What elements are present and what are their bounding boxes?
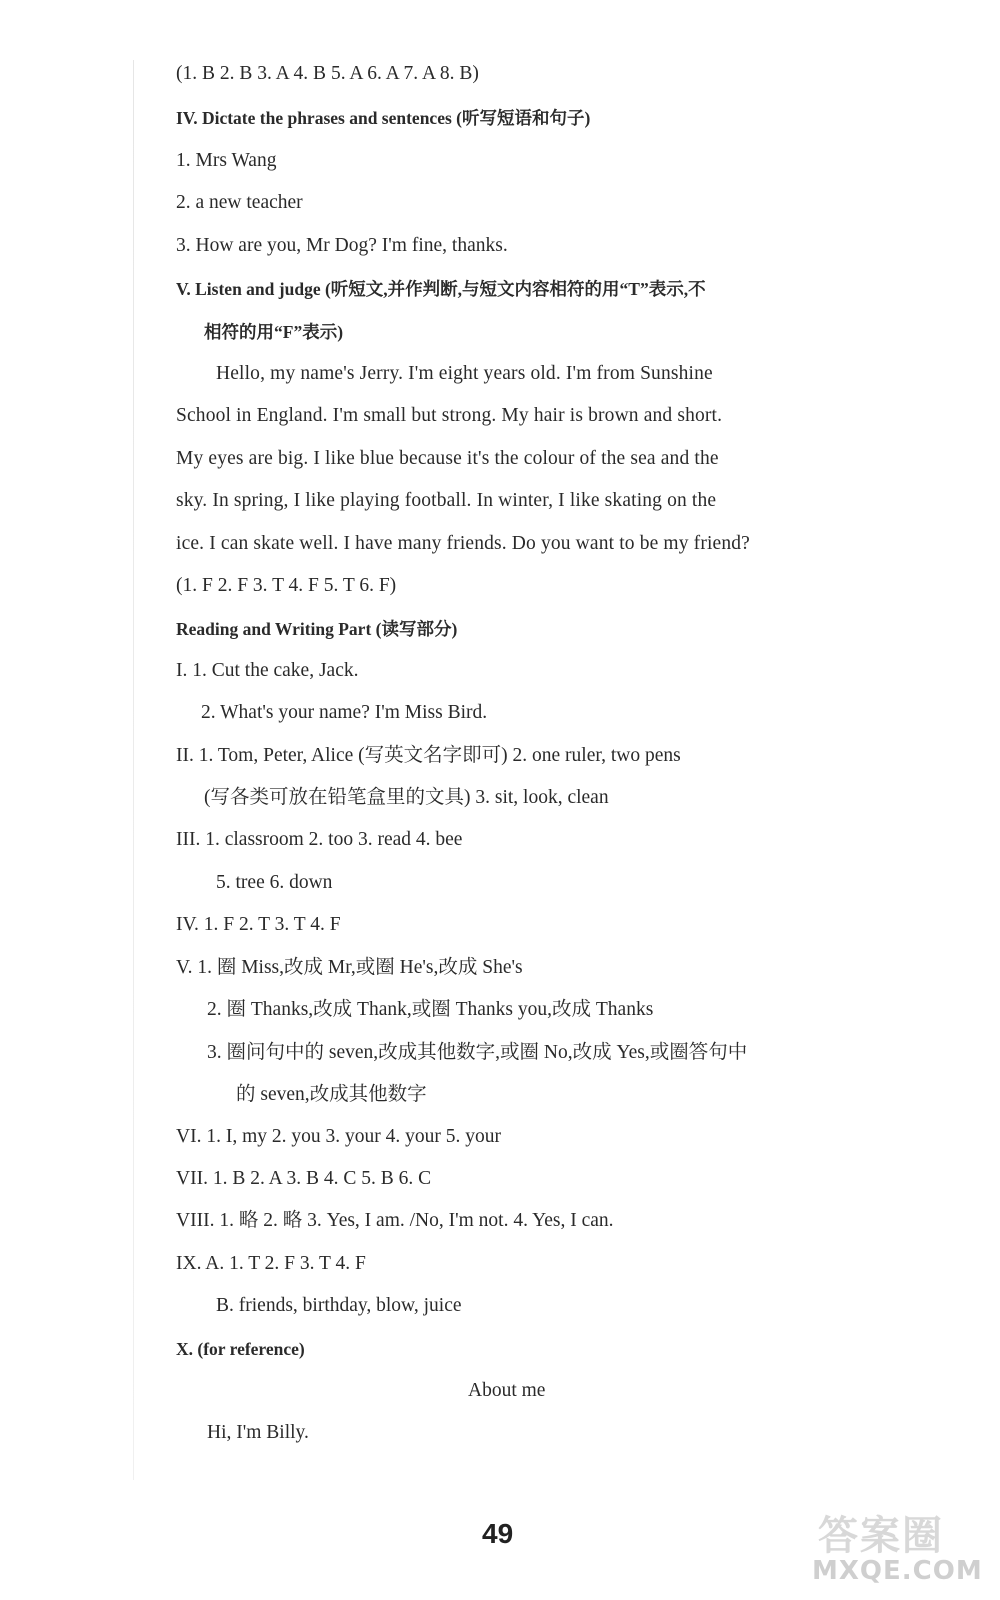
passage-line: ice. I can skate well. I have many friends. Do you want to be my friend? bbox=[176, 533, 750, 554]
dictation-item-2: 2. a new teacher bbox=[176, 192, 303, 213]
rw-answer-iv: IV. 1. F 2. T 3. T 4. F bbox=[176, 914, 341, 935]
margin-rule bbox=[133, 60, 134, 1480]
rw-answer-ii: II. 1. Tom, Peter, Alice (写英文名字即可) 2. one ruler, two pens bbox=[176, 745, 681, 766]
section-heading-listen-judge: V. Listen and judge (听短文,并作判断,与短文内容相符的用“T”表示,不 bbox=[176, 279, 706, 299]
rw-answer-iii: III. 1. classroom 2. too 3. read 4. bee bbox=[176, 829, 463, 850]
rw-answer-v-3: 3. 圈问句中的 seven,改成其他数字,或圈 No,改成 Yes,或圈答句中 bbox=[207, 1042, 748, 1063]
watermark-text-top: 答案圈 bbox=[818, 1513, 944, 1559]
passage-line: School in England. I'm small but strong. My hair is brown and short. bbox=[176, 405, 723, 426]
rw-answer-ix-b: B. friends, birthday, blow, juice bbox=[216, 1295, 462, 1316]
watermark-logo bbox=[812, 1504, 987, 1594]
rw-answer-vi: VI. 1. I, my 2. you 3. your 4. your 5. your bbox=[176, 1126, 501, 1147]
listen-judge-answers: (1. F 2. F 3. T 4. F 5. T 6. F) bbox=[176, 575, 397, 596]
rw-answer-v-1: V. 1. 圈 Miss,改成 Mr,或圈 He's,改成 She's bbox=[176, 957, 523, 978]
page-number: 49 bbox=[482, 1518, 514, 1549]
section-heading-reading-writing: Reading and Writing Part (读写部分) bbox=[176, 619, 458, 639]
rw-answer-x: X. (for reference) bbox=[176, 1339, 305, 1359]
passage-line: Hello, my name's Jerry. I'm eight years old. I'm from Sunshine bbox=[216, 363, 713, 384]
essay-title: About me bbox=[468, 1380, 546, 1401]
section-heading-listen-judge-cont: 相符的用“F”表示) bbox=[204, 322, 344, 342]
dictation-item-1: 1. Mrs Wang bbox=[176, 150, 277, 171]
rw-answer-v-3-cont: 的 seven,改成其他数字 bbox=[236, 1084, 427, 1105]
watermark-text-bottom: MXQE.COM bbox=[812, 1556, 983, 1586]
rw-answer-ix-a: IX. A. 1. T 2. F 3. T 4. F bbox=[176, 1253, 366, 1274]
rw-answer-iii-cont: 5. tree 6. down bbox=[216, 872, 333, 893]
rw-answer-ii-cont: (写各类可放在铅笔盒里的文具) 3. sit, look, clean bbox=[204, 787, 609, 808]
rw-answer-vii: VII. 1. B 2. A 3. B 4. C 5. B 6. C bbox=[176, 1168, 432, 1189]
rw-answer-i-1: I. 1. Cut the cake, Jack. bbox=[176, 660, 359, 681]
rw-answer-viii: VIII. 1. 略 2. 略 3. Yes, I am. /No, I'm not. 4. Yes, I can. bbox=[176, 1210, 614, 1231]
dictation-item-3: 3. How are you, Mr Dog? I'm fine, thanks. bbox=[176, 235, 508, 256]
rw-answer-i-2: 2. What's your name? I'm Miss Bird. bbox=[201, 702, 488, 723]
passage-line: My eyes are big. I like blue because it's the colour of the sea and the bbox=[176, 448, 719, 469]
rw-answer-v-2: 2. 圈 Thanks,改成 Thank,或圈 Thanks you,改成 Thanks bbox=[207, 999, 654, 1020]
passage-line: sky. In spring, I like playing football. In winter, I like skating on the bbox=[176, 490, 717, 511]
essay-line: Hi, I'm Billy. bbox=[207, 1422, 309, 1443]
section-heading-dictate: IV. Dictate the phrases and sentences (听写短语和句子) bbox=[176, 108, 591, 128]
listening-answers-iii: (1. B 2. B 3. A 4. B 5. A 6. A 7. A 8. B) bbox=[176, 63, 479, 84]
